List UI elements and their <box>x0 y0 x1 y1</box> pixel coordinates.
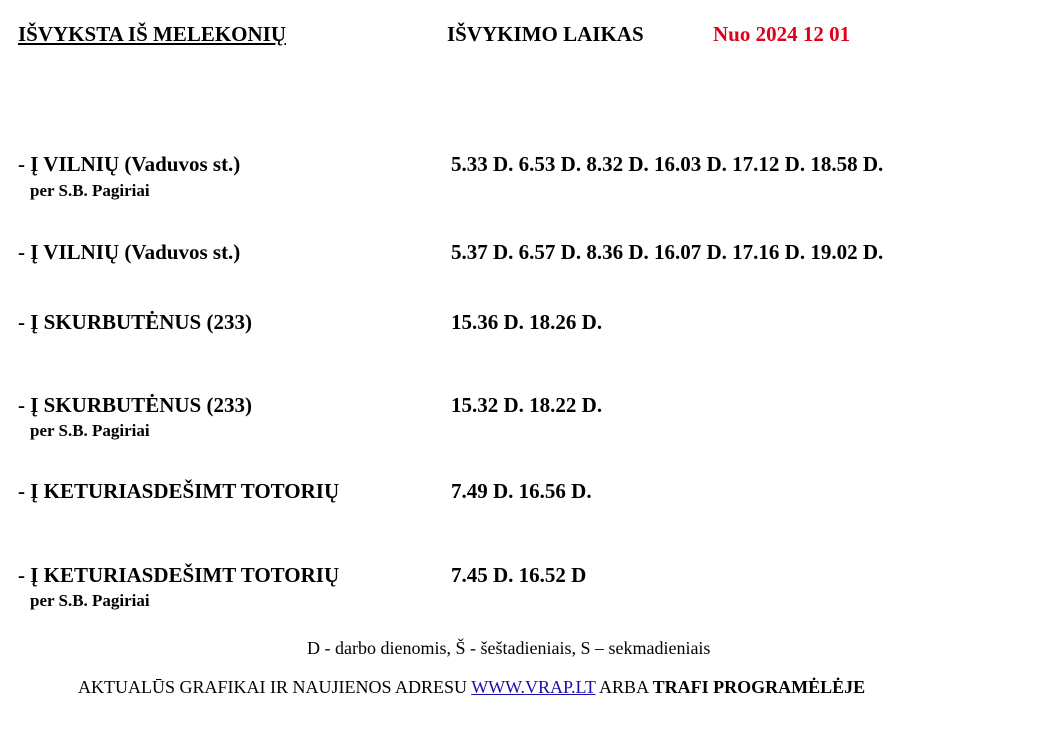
route-destination-5: - Į KETURIASDEŠIMT TOTORIŲ <box>18 479 340 503</box>
day-legend: D - darbo dienomis, Š - šeštadieniais, S – sekmadieniais <box>307 638 711 658</box>
route-destination-3: - Į SKURBUTĖNUS (233) <box>18 310 252 334</box>
route-via-4: per S.B. Pagiriai <box>30 421 150 440</box>
footer-prefix: AKTUALŪS GRAFIKAI IR NAUJIENOS ADRESU <box>78 677 472 697</box>
route-destination-1: - Į VILNIŲ (Vaduvos st.) <box>18 152 241 176</box>
footer-middle: ARBA <box>595 677 653 697</box>
route-times-2: 5.37 D. 6.57 D. 8.36 D. 16.07 D. 17.16 D. 19.02 D. <box>451 240 884 264</box>
footer-notice <box>78 677 865 698</box>
footer-app-name: TRAFI PROGRAMĖLĖJE <box>652 677 866 697</box>
route-times-6: 7.45 D. 16.52 D <box>451 563 587 587</box>
route-times-5: 7.49 D. 16.56 D. <box>451 479 592 503</box>
route-times-1: 5.33 D. 6.53 D. 8.32 D. 16.03 D. 17.12 D. 18.58 D. <box>451 152 884 176</box>
route-destination-6: - Į KETURIASDEŠIMT TOTORIŲ <box>18 563 340 587</box>
route-destination-4: - Į SKURBUTĖNUS (233) <box>18 393 252 417</box>
route-destination-2: - Į VILNIŲ (Vaduvos st.) <box>18 240 241 264</box>
departure-time-label: IŠVYKIMO LAIKAS <box>447 22 644 46</box>
valid-from-date: Nuo 2024 12 01 <box>713 22 851 46</box>
page-title: IŠVYKSTA IŠ MELEKONIŲ <box>18 22 287 46</box>
route-times-4: 15.32 D. 18.22 D. <box>451 393 603 417</box>
route-via-1: per S.B. Pagiriai <box>30 181 150 200</box>
website-link[interactable]: WWW.VRAP.LT <box>471 677 596 697</box>
route-via-6: per S.B. Pagiriai <box>30 591 150 610</box>
route-times-3: 15.36 D. 18.26 D. <box>451 310 603 334</box>
